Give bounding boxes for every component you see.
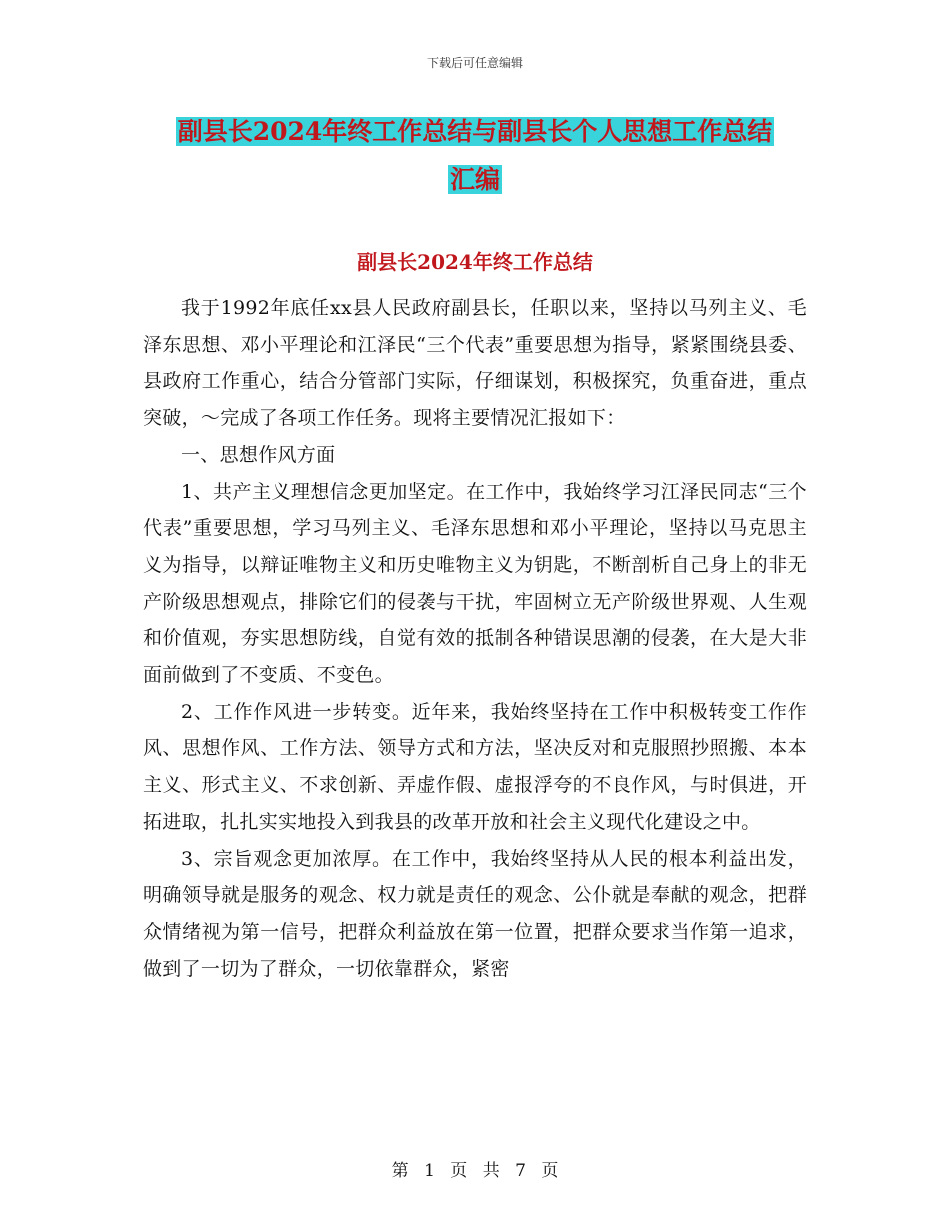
current-page-number: 1 — [424, 1161, 435, 1181]
paragraph: 我于1992年底任xx县人民政府副县长，任职以来，坚持以马列主义、毛泽东思想、邓小平理论和江泽民“三个代表”重要思想为指导，紧紧围绕县委、县政府工作重心，结合分管部门实际，仔细谋划，积极探究，负重奋进，重点突破，～完成了各项工作任务。现将主要情况汇报如下： — [143, 297, 807, 430]
title-line-1: 副县长2024年终工作总结与副县长个人思想工作总结 — [177, 117, 773, 146]
paragraph: 一、思想作风方面 — [181, 443, 336, 466]
footer-word: 页 — [450, 1161, 468, 1181]
title-line-2: 汇编 — [449, 165, 500, 194]
document-title — [0, 108, 950, 204]
header-note: 下载后可任意编辑 — [426, 56, 523, 70]
footer-word: 共 — [482, 1161, 500, 1181]
section-title: 副县长2024年终工作总结 — [357, 250, 593, 274]
footer-word: 页 — [541, 1161, 559, 1181]
paragraph: 2、工作作风进一步转变。近年来，我始终坚持在工作中积极转变工作作风、思想作风、工作方法、领导方式和方法，坚决反对和克服照抄照搬、本本主义、形式主义、不求创新、弄虚作假、虚报浮夸的不良作风，与时俱进，开拓进取，扎扎实实地投入到我县的改革开放和社会主义现代化建设之中。 — [143, 700, 807, 833]
paragraph: 1、共产主义理想信念更加坚定。在工作中，我始终学习江泽民同志“三个代表”重要思想，学习马列主义、毛泽东思想和邓小平理论，坚持以马克思主义为指导，以辩证唯物主义和历史唯物主义为钥匙，不断剖析自己身上的非无产阶级思想观点，排除它们的侵袭与干扰，牢固树立无产阶级世界观、人生观和价值观，夯实思想防线，自觉有效的抵制各种错误思潮的侵袭，在大是大非面前做到了不变质、不变色。 — [143, 480, 807, 687]
page-footer — [0, 1156, 950, 1181]
total-page-count: 7 — [515, 1161, 526, 1181]
body-text — [143, 290, 807, 987]
footer-word: 第 — [391, 1161, 409, 1181]
paragraph: 3、宗旨观念更加浓厚。在工作中，我始终坚持从人民的根本利益出发，明确领导就是服务的观念、权力就是责任的观念、公仆就是奉献的观念，把群众情绪视为第一信号，把群众利益放在第一位置，把群众要求当作第一追求，做到了一切为了群众，一切依靠群众，紧密 — [143, 847, 807, 980]
